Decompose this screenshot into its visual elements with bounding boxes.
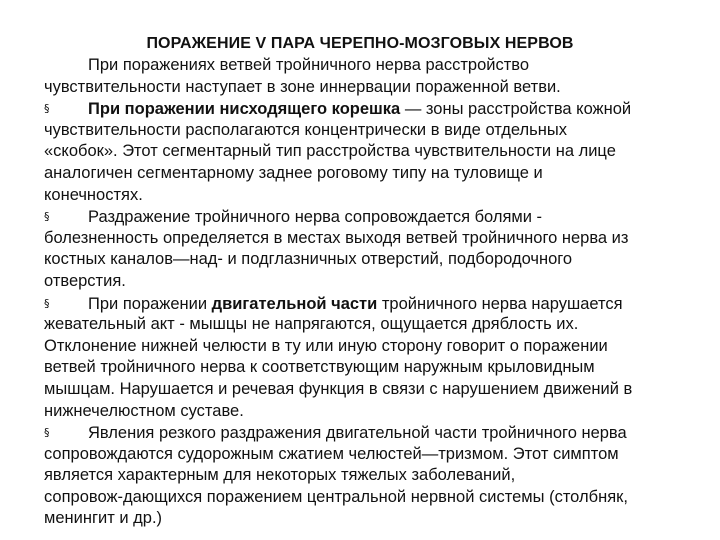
- paragraph-4-line-5: мышцам. Нарушается и речевая функция в связи с нарушением движений в: [44, 379, 633, 398]
- paragraph-5-line-5: менингит и др.): [44, 509, 163, 528]
- paragraph-3-text-1: Раздражение тройничного нерва сопровождается болями -: [88, 208, 543, 227]
- paragraph-4-line-3: Отклонение нижней челюсти в ту или иную сторону говорит о поражении: [44, 336, 608, 355]
- paragraph-2-line-5: конечностях.: [44, 185, 143, 204]
- paragraph-3-line-3: костных каналов—над- и подглазничных отверстий, подбородочного: [44, 250, 573, 269]
- bullet-marker: §: [44, 426, 50, 440]
- paragraph-4-line-1: [44, 293, 704, 315]
- paragraph-5-line-3: является характерным для некоторых тяжелых заболеваний,: [44, 466, 516, 485]
- paragraph-2-text-1: — зоны расстройства кожной: [400, 100, 632, 119]
- paragraph-5-line-4: сопровож-дающихся поражением центральной нервной системы (столбняк,: [44, 487, 628, 506]
- paragraph-4-text-1: тройничного нерва нарушается: [377, 294, 623, 313]
- slide-title: ПОРАЖЕНИЕ V ПАРА ЧЕРЕПНО-МОЗГОВЫХ НЕРВОВ: [146, 35, 574, 52]
- paragraph-4-bold-lead: двигательной части: [211, 294, 378, 313]
- slide-body: [44, 55, 704, 530]
- paragraph-4-lead: При поражении: [88, 294, 212, 313]
- paragraph-1-line-1: [44, 55, 704, 77]
- paragraph-1-text-1: При поражениях ветвей тройничного нерва расстройство: [88, 56, 530, 74]
- paragraph-2-line-3: «скобок». Этот сегментарный тип расстройства чувствительности на лице: [44, 142, 616, 161]
- paragraph-2-line-2: чувствительности располагаются концентрически в виде отдельных: [44, 120, 567, 139]
- bullet-marker: §: [44, 296, 50, 310]
- paragraph-3-line-1: [44, 206, 704, 228]
- paragraph-4-line-6: нижнечелюстном суставе.: [44, 401, 244, 420]
- paragraph-5-line-1: [44, 422, 704, 444]
- paragraph-2-line-1: [44, 98, 704, 120]
- bullet-marker: §: [44, 210, 50, 224]
- paragraph-5-line-2: сопровождаются судорожным сжатием челюстей—тризмом. Этот симптом: [44, 444, 619, 463]
- paragraph-2-line-4: аналогичен сегментарному заднее роговому типу на туловище и: [44, 163, 543, 182]
- paragraph-4-line-2: жевательный акт - мышцы не напрягаются, ощущается дряблость их.: [44, 315, 579, 334]
- bullet-marker: §: [44, 102, 50, 116]
- paragraph-1-line-2: чувствительности наступает в зоне иннервации пораженной ветви.: [44, 77, 561, 96]
- paragraph-3-line-2: болезненность определяется в местах выходя ветвей тройничного нерва из: [44, 228, 629, 247]
- paragraph-2-bold-lead: При поражении нисходящего корешка: [88, 100, 401, 119]
- paragraph-3-line-4: отверстия.: [44, 271, 126, 290]
- paragraph-5-text-1: Явления резкого раздражения двигательной части тройничного нерва: [88, 424, 627, 443]
- paragraph-4-line-4: ветвей тройничного нерва к соответствующим наружным крыловидным: [44, 358, 595, 377]
